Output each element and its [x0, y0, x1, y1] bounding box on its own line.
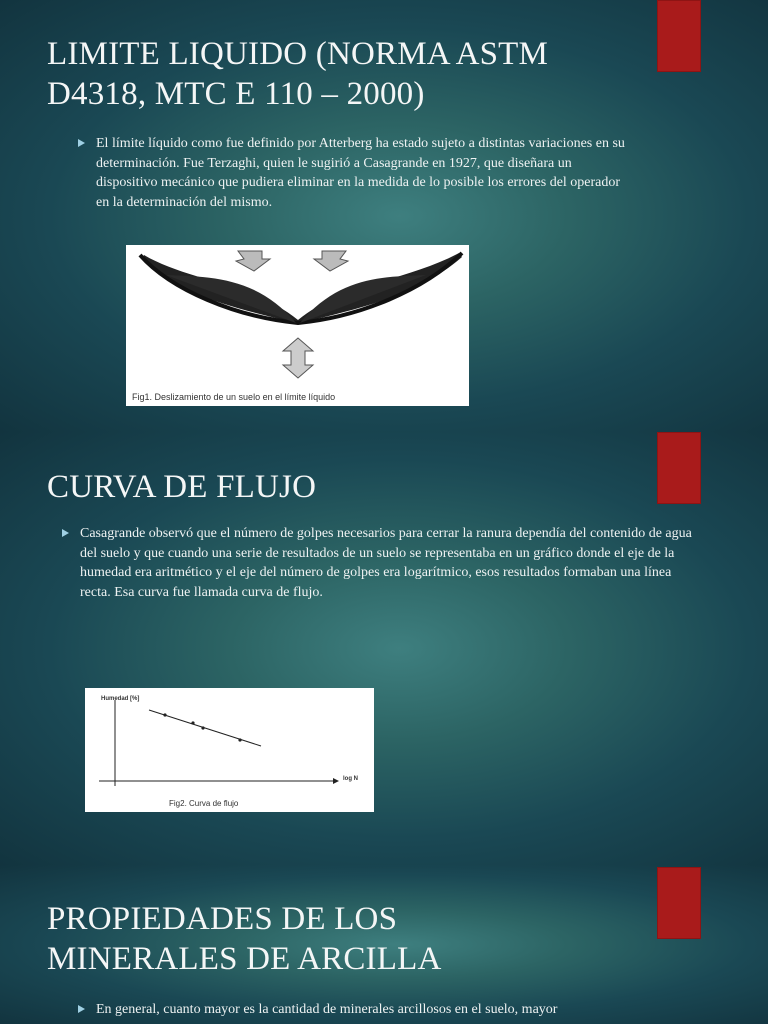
slide-title [47, 34, 548, 114]
bullet-arrow-icon [78, 139, 85, 147]
red-accent-bar [657, 432, 701, 504]
flow-curve-plot [85, 688, 374, 812]
slide-curva-de-flujo [0, 432, 768, 865]
slide-title [47, 899, 442, 979]
title-line-2: MINERALES DE ARCILLA [47, 941, 442, 977]
bullet-text: En general, cuanto mayor es la cantidad de minerales arcillosos en el suelo, mayor [96, 1002, 558, 1017]
figure-caption: Fig2. Curva de flujo [169, 799, 239, 808]
bullet-text: Casagrande observó que el número de golpes necesarios para cerrar la ranura dependía del contenido de agua del suelo y que cuando una serie de resultados de un suelo se representaba en un gráfico donde el eje de la humedad era aritmético y el eje del número de golpes era logarítmico, esos resultados formaban una línea recta. Esa curva fue llamada curva de flujo. [80, 526, 692, 600]
groove-diagram [126, 245, 469, 406]
title-line-2: D4318, MTC E 110 – 2000) [47, 76, 425, 112]
bullet-arrow-icon [62, 529, 69, 537]
title-line-1: LIMITE LIQUIDO (NORMA ASTM [47, 36, 549, 72]
title-line-1: PROPIEDADES DE LOS [47, 901, 398, 937]
red-accent-bar [657, 867, 701, 939]
slide-propiedades-arcilla [0, 865, 768, 1024]
slide-limite-liquido [0, 0, 768, 432]
figure-soil-slide [126, 245, 469, 406]
bullet-item [96, 1000, 696, 1020]
x-axis-label: log N [343, 776, 358, 782]
bullet-arrow-icon [78, 1005, 85, 1013]
bullet-text: El límite líquido como fue definido por Atterberg ha estado sujeto a distintas variaciones en su determinación. Fue Terzaghi, quien le sugirió a Casagrande en 1927, que diseñara un dispositivo mecánico que pudiera eliminar en la medida de lo posible los errores del operador en la determinación del mismo. [96, 136, 625, 210]
slide-title: CURVA DE FLUJO [47, 469, 317, 505]
figure-caption: Fig1. Deslizamiento de un suelo en el límite líquido [132, 392, 336, 402]
bullet-item [80, 524, 700, 602]
bullet-item [96, 134, 626, 212]
y-axis-label: Humedad [%] [101, 696, 140, 702]
red-accent-bar [657, 0, 701, 72]
figure-flow-curve [85, 688, 374, 812]
